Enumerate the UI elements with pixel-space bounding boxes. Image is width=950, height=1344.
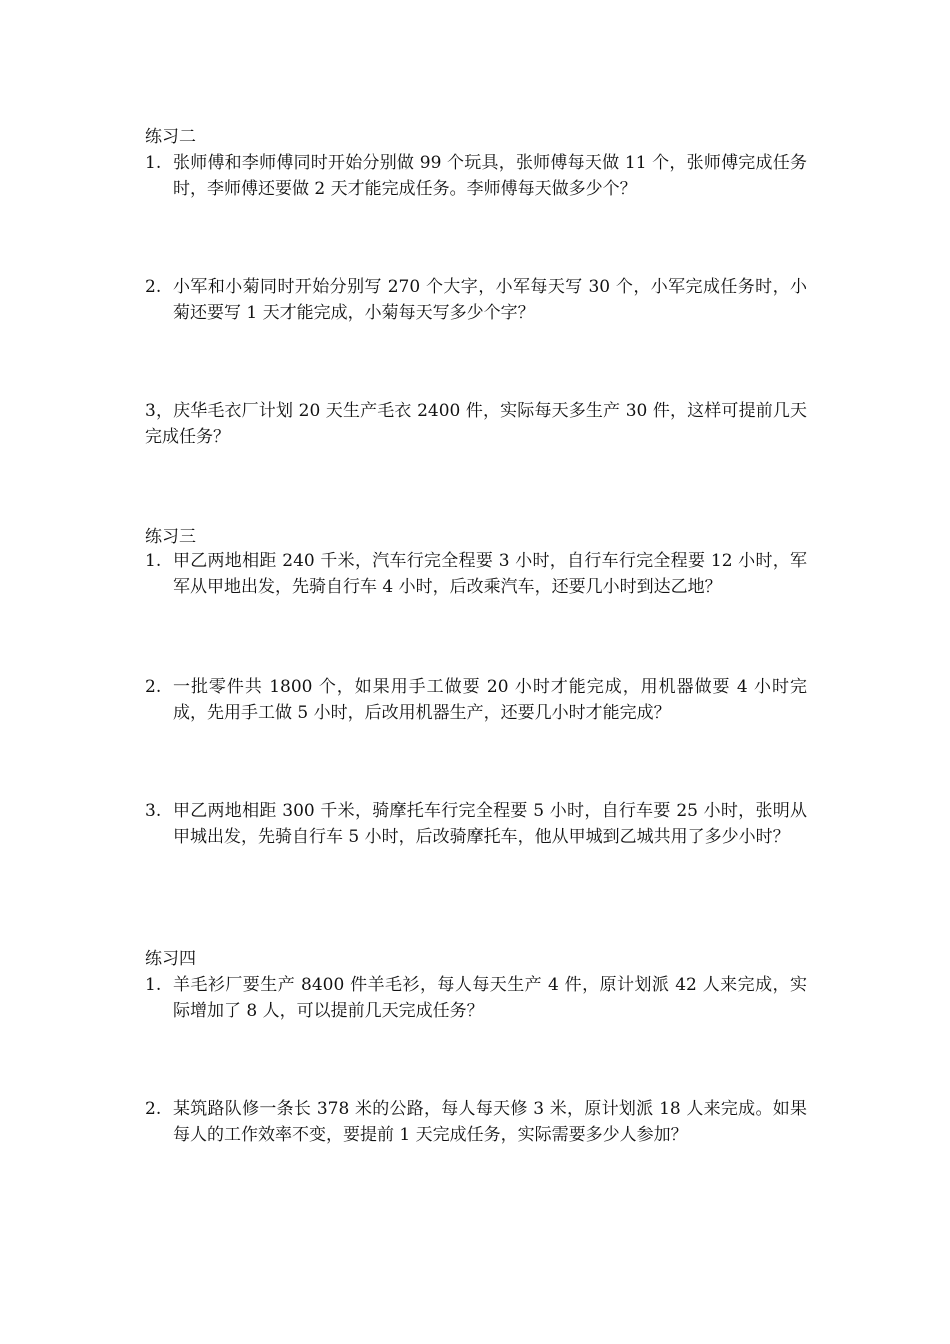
problem-number: 2. [145,1099,162,1119]
section-title-practice-2: 练习二 [145,127,196,147]
problem-number: 2. [145,277,162,297]
problem-text: 甲乙两地相距 300 千米，骑摩托车行完全程要 5 小时，自行车要 25 小时，张明从甲城出发，先骑自行车 5 小时，后改骑摩托车，他从甲城到乙城共用了多少小时？ [173,801,807,847]
problem-item [145,548,807,600]
problem-item [145,150,807,202]
problem-number: 1. [145,153,162,173]
problem-number: 1. [145,975,162,995]
problem-item [145,798,807,850]
problem-number: 3. [145,801,162,821]
problem-item [145,1096,807,1148]
problem-item [145,274,807,326]
problem-number: 2. [145,677,162,697]
problem-text: 某筑路队修一条长 378 米的公路，每人每天修 3 米，原计划派 18 人来完成。如果每人的工作效率不变，要提前 1 天完成任务，实际需要多少人参加？ [173,1099,807,1145]
section-title-practice-3: 练习三 [145,527,196,547]
problem-item [145,972,807,1024]
section-title-practice-4: 练习四 [145,949,196,969]
problem-text: 羊毛衫厂要生产 8400 件羊毛衫，每人每天生产 4 件，原计划派 42 人来完成，实际增加了 8 人，可以提前几天完成任务？ [173,975,807,1021]
problem-text-plain: 3，庆华毛衣厂计划 20 天生产毛衣 2400 件，实际每天多生产 30 件，这样可提前几天完成任务？ [145,401,807,447]
problem-text: 一批零件共 1800 个，如果用手工做要 20 小时才能完成，用机器做要 4 小时完成，先用手工做 5 小时，后改用机器生产，还要几小时才能完成？ [173,677,807,723]
problem-item [145,674,807,726]
problem-number: 1. [145,551,162,571]
problem-text: 小军和小菊同时开始分别写 270 个大字，小军每天写 30 个，小军完成任务时，小菊还要写 1 天才能完成，小菊每天写多少个字？ [173,277,807,323]
problem-text: 张师傅和李师傅同时开始分别做 99 个玩具，张师傅每天做 11 个，张师傅完成任务时，李师傅还要做 2 天才能完成任务。李师傅每天做多少个？ [173,153,807,199]
problem-text: 甲乙两地相距 240 千米，汽车行完全程要 3 小时，自行车行完全程要 12 小时，军军从甲地出发，先骑自行车 4 小时，后改乘汽车，还要几小时到达乙地？ [173,551,807,597]
